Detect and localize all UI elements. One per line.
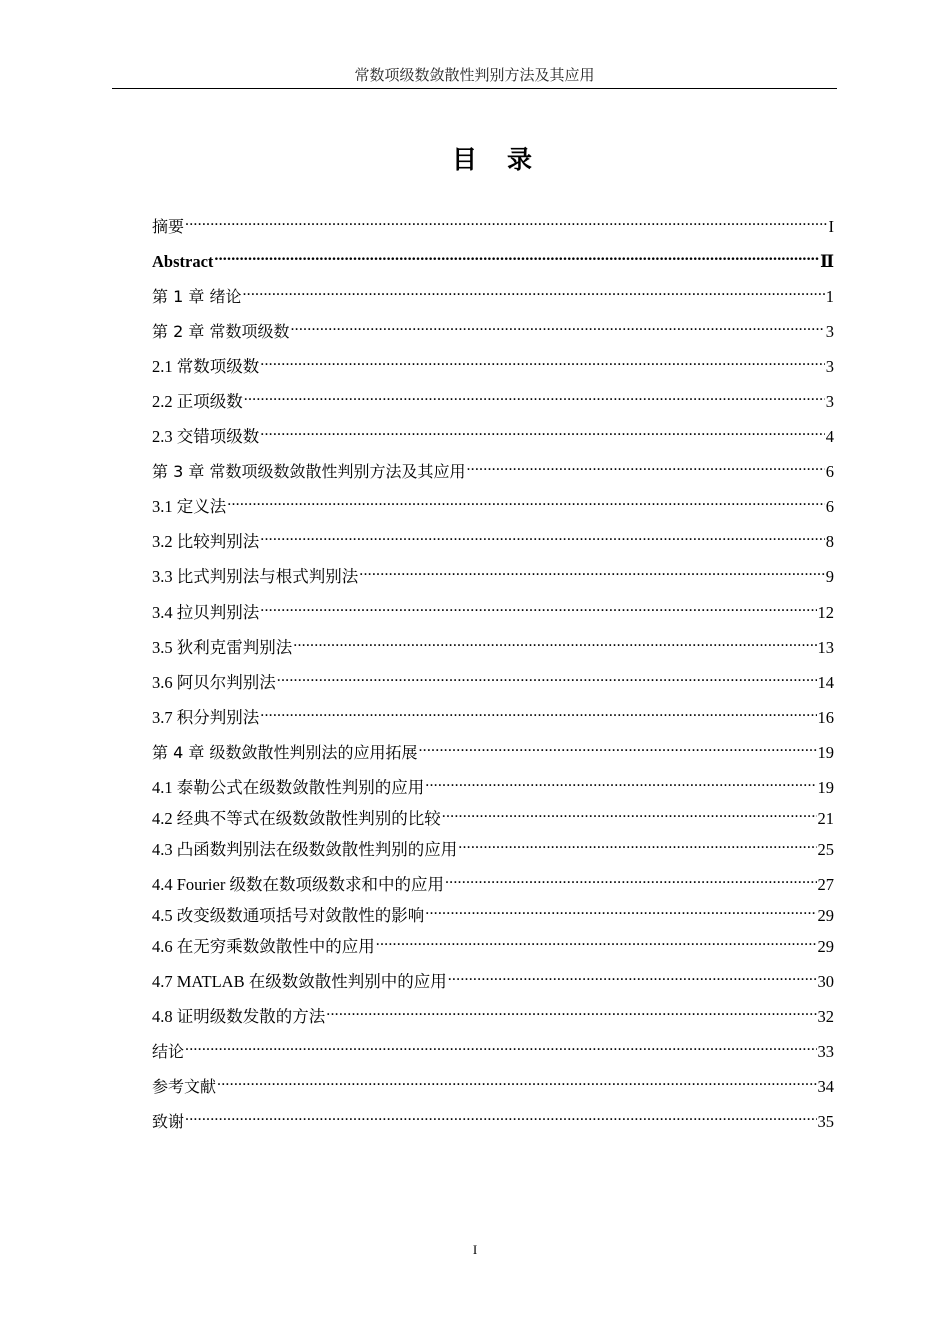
toc-entry-section-3-7[interactable] <box>152 701 834 727</box>
toc-leader-dots <box>242 280 824 302</box>
toc-leader-dots <box>260 420 825 442</box>
toc-entry-abstract-en[interactable] <box>152 245 834 271</box>
toc-entry-section-4-4[interactable] <box>152 868 834 894</box>
toc-entry-conclusion[interactable] <box>152 1035 834 1061</box>
toc-entry-page: 16 <box>817 708 834 727</box>
toc-leader-dots <box>227 490 825 512</box>
toc-leader-dots <box>260 596 816 618</box>
toc-leader-dots <box>290 315 824 337</box>
toc-leader-dots <box>260 701 816 723</box>
toc-entry-label: 3.4 拉贝判别法 <box>152 603 260 622</box>
toc-entry-chapter-3[interactable] <box>152 455 834 481</box>
toc-entry-label: 4.1 泰勒公式在级数敛散性判别的应用 <box>152 778 425 797</box>
toc-entry-page: 29 <box>817 906 834 925</box>
toc-entry-section-4-7[interactable] <box>152 965 834 991</box>
toc-entry-page: 29 <box>817 937 834 956</box>
toc-entry-label: 3.5 狄利克雷判别法 <box>152 638 293 657</box>
toc-entry-label: 摘要 <box>152 217 185 236</box>
toc-entry-label: 4.8 证明级数发散的方法 <box>152 1007 326 1026</box>
toc-entry-page: 25 <box>817 840 834 859</box>
toc-entry-section-2-3[interactable] <box>152 420 834 446</box>
toc-leader-dots <box>442 802 817 824</box>
toc-entry-page: 3 <box>825 322 834 341</box>
toc-entry-page: 21 <box>817 809 834 828</box>
toc-leader-dots <box>244 385 825 407</box>
toc-entry-section-3-6[interactable] <box>152 666 834 692</box>
toc-entry-page: 14 <box>817 673 834 692</box>
toc-entry-section-3-4[interactable] <box>152 596 834 622</box>
toc-entry-label: 2.3 交错项级数 <box>152 427 260 446</box>
toc-entry-label: 3.3 比式判别法与根式判别法 <box>152 567 359 586</box>
toc-entry-page: 1 <box>825 287 834 306</box>
toc-leader-dots <box>425 899 816 921</box>
toc-entry-label: 3.2 比较判别法 <box>152 532 260 551</box>
toc-entry-page: 33 <box>817 1042 834 1061</box>
toc-entry-label: 4.4 Fourier 级数在数项级数求和中的应用 <box>152 875 444 894</box>
toc-entry-references[interactable] <box>152 1070 834 1096</box>
toc-title: 目录 <box>451 145 562 174</box>
toc-leader-dots <box>217 1070 816 1092</box>
toc-entry-label: 2.1 常数项级数 <box>152 357 260 376</box>
toc-leader-dots <box>418 736 816 758</box>
toc-leader-dots <box>260 350 825 372</box>
toc-entry-section-2-2[interactable] <box>152 385 834 411</box>
toc-entry-label: 3.1 定义法 <box>152 497 227 516</box>
toc-entry-chapter-4[interactable] <box>152 736 834 762</box>
running-header-title: 常数项级数敛散性判别方法及其应用 <box>354 68 595 84</box>
toc-leader-dots <box>293 631 816 653</box>
toc-entry-label: 4.3 凸函数判别法在级数敛散性判别的应用 <box>152 840 458 859</box>
toc-entry-page: 12 <box>817 603 834 622</box>
toc-entry-label: 致谢 <box>152 1112 185 1131</box>
toc-entry-section-4-8[interactable] <box>152 1000 834 1026</box>
toc-leader-dots <box>458 833 816 855</box>
toc-entry-label: 4.7 MATLAB 在级数敛散性判别中的应用 <box>152 972 447 991</box>
toc-entry-label: Abstract <box>152 252 214 271</box>
toc-entry-chapter-1[interactable] <box>152 280 834 306</box>
toc-entry-section-3-5[interactable] <box>152 631 834 657</box>
toc-entry-page: 34 <box>817 1077 834 1096</box>
toc-entry-label: 第 4 章 级数敛散性判别法的应用拓展 <box>152 743 418 762</box>
toc-entry-page: 4 <box>825 427 834 446</box>
toc-entry-label: 参考文献 <box>152 1077 217 1096</box>
toc-entry-page: I <box>828 217 834 236</box>
toc-entry-label: 4.2 经典不等式在级数敛散性判别的比较 <box>152 809 441 828</box>
toc-entry-page: 6 <box>825 497 834 516</box>
toc-leader-dots <box>359 560 825 582</box>
toc-entry-page: 30 <box>817 972 834 991</box>
toc-entry-label: 结论 <box>152 1042 185 1061</box>
toc-entry-page: 6 <box>825 462 834 481</box>
toc-entry-label: 3.7 积分判别法 <box>152 708 260 727</box>
toc-entry-page: Ⅱ <box>820 252 834 271</box>
toc-leader-dots <box>214 245 819 267</box>
toc-entry-section-3-3[interactable] <box>152 560 834 586</box>
toc-entry-acknowledgements[interactable] <box>152 1105 834 1131</box>
toc-entry-page: 13 <box>817 638 834 657</box>
toc-entry-page: 8 <box>825 532 834 551</box>
toc-entry-section-2-1[interactable] <box>152 350 834 376</box>
toc-entry-section-4-6[interactable] <box>152 930 834 956</box>
toc-entry-label: 4.6 在无穷乘数敛散性中的应用 <box>152 937 375 956</box>
toc-leader-dots <box>448 965 817 987</box>
toc-entry-label: 第 3 章 常数项级数敛散性判别方法及其应用 <box>152 462 466 481</box>
toc-entry-page: 3 <box>825 357 834 376</box>
toc-entry-page: 35 <box>817 1112 834 1131</box>
toc-leader-dots <box>466 455 824 477</box>
toc-entry-page: 19 <box>817 743 834 762</box>
toc-leader-dots <box>185 1035 816 1057</box>
toc-entry-section-4-1[interactable] <box>152 771 834 797</box>
toc-entry-page: 32 <box>817 1007 834 1026</box>
header-rule <box>112 88 837 89</box>
toc-leader-dots <box>376 930 817 952</box>
toc-leader-dots <box>185 210 827 232</box>
toc-leader-dots <box>260 525 825 547</box>
page-number: I <box>472 1242 478 1257</box>
toc-leader-dots <box>185 1105 816 1127</box>
toc-entry-page: 3 <box>825 392 834 411</box>
toc-entry-page: 19 <box>817 778 834 797</box>
toc-entry-section-4-2[interactable] <box>152 802 834 828</box>
toc-entry-section-3-1[interactable] <box>152 490 834 516</box>
toc-entry-abstract-cn[interactable] <box>152 210 834 236</box>
toc-leader-dots <box>326 1000 816 1022</box>
toc-entry-section-3-2[interactable] <box>152 525 834 551</box>
toc-entry-page: 27 <box>817 875 834 894</box>
toc-leader-dots <box>445 868 817 890</box>
toc-entry-label: 第 1 章 绪论 <box>152 287 242 306</box>
toc-entry-label: 2.2 正项级数 <box>152 392 243 411</box>
toc-entry-label: 第 2 章 常数项级数 <box>152 322 290 341</box>
toc-entry-label: 4.5 改变级数通项括号对敛散性的影响 <box>152 906 425 925</box>
toc-leader-dots <box>277 666 817 688</box>
toc-leader-dots <box>425 771 816 793</box>
toc-entry-chapter-2[interactable] <box>152 315 834 341</box>
toc-entry-section-4-3[interactable] <box>152 833 834 859</box>
toc-entry-page: 9 <box>825 567 834 586</box>
toc-entry-section-4-5[interactable] <box>152 899 834 925</box>
toc-entry-label: 3.6 阿贝尔判别法 <box>152 673 276 692</box>
